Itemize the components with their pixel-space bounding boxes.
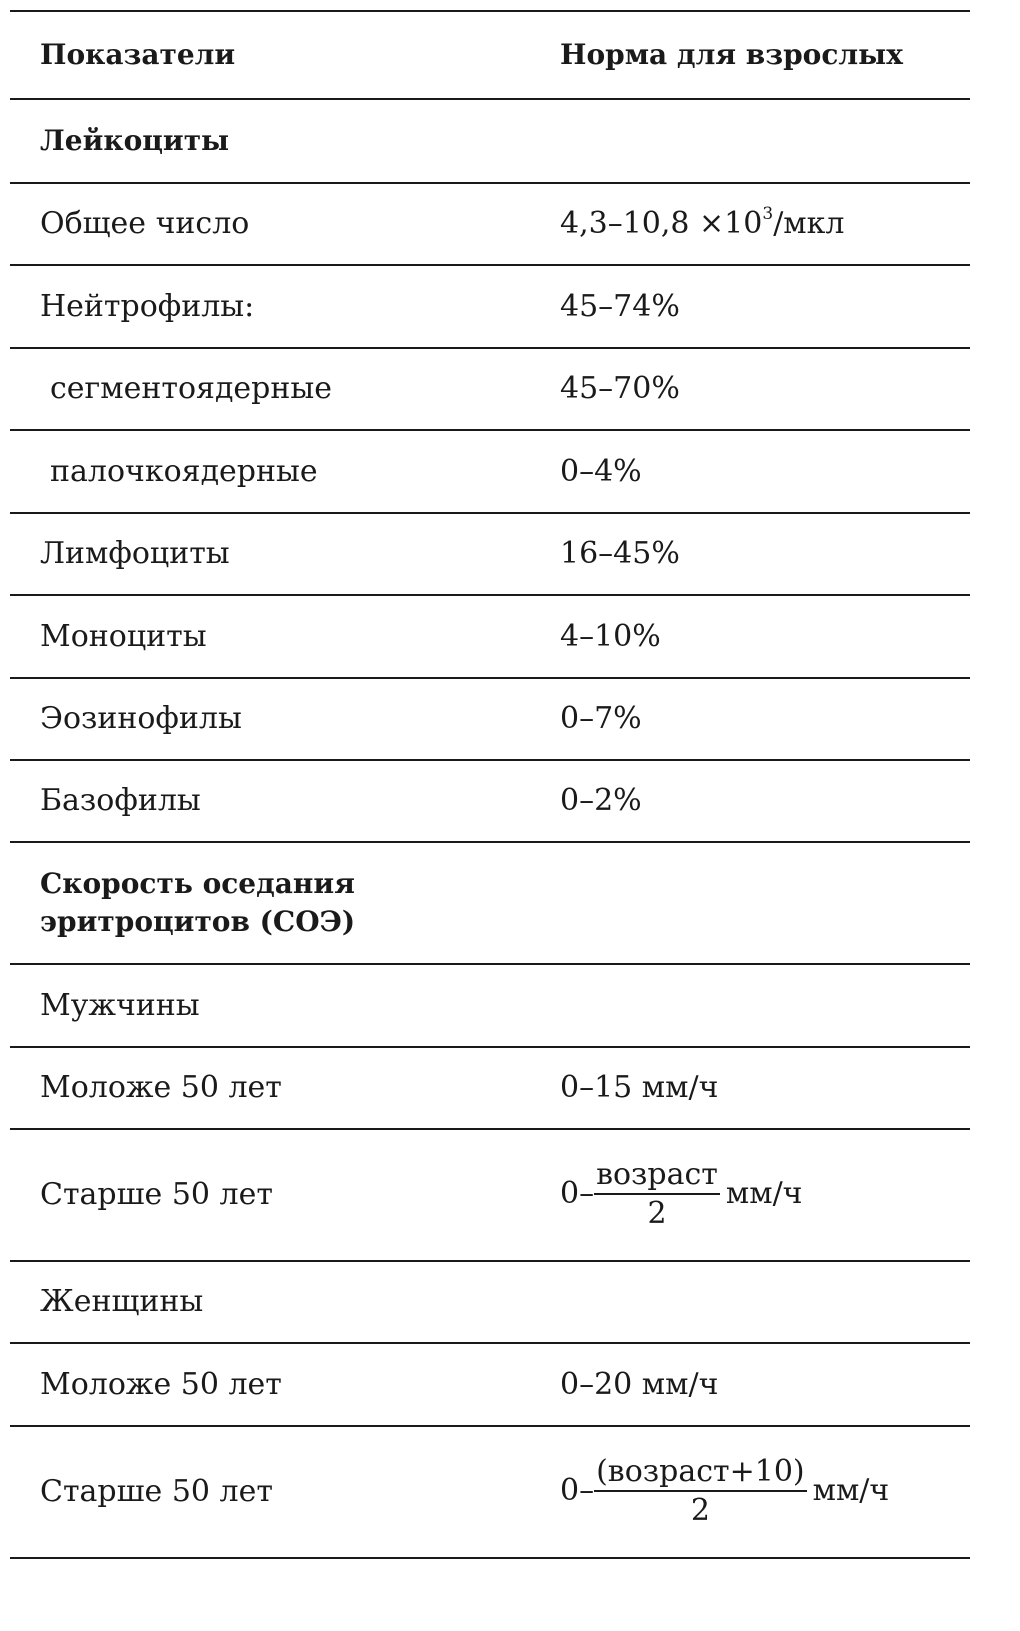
norm-cell xyxy=(530,760,970,842)
indicator-cell: Старше 50 лет xyxy=(10,1426,530,1558)
section-row xyxy=(10,842,970,964)
indicator-cell: Общее число xyxy=(10,183,530,265)
norm-cell xyxy=(530,842,970,964)
norm-cell xyxy=(530,99,970,183)
indicator-cell: Моложе 50 лет xyxy=(10,1343,530,1426)
indicator-cell: Мужчины xyxy=(10,964,530,1047)
fraction xyxy=(594,1157,720,1233)
indicator-cell: Базофилы xyxy=(10,760,530,842)
norm-value: 0–20 мм/ч xyxy=(560,1366,719,1402)
norm-cell xyxy=(530,1426,970,1558)
norm-value: 45–74% xyxy=(560,288,680,324)
exponent: 3 xyxy=(762,204,774,224)
table-row xyxy=(10,265,970,348)
norm-cell xyxy=(530,1261,970,1343)
blood-norms-table xyxy=(10,10,970,1559)
indicator-cell: Скорость оседания эритроцитов (СОЭ) xyxy=(10,842,530,964)
section-row xyxy=(10,99,970,183)
table-row xyxy=(10,1129,970,1261)
norm-cell xyxy=(530,595,970,678)
table-row xyxy=(10,1343,970,1426)
indicator-cell: палочкоядерные xyxy=(10,430,530,513)
fraction-numerator: (возраст+10) xyxy=(594,1454,807,1492)
norm-value: 16–45% xyxy=(560,536,680,571)
norm-value: 0–4% xyxy=(560,453,642,489)
indicator-cell: Женщины xyxy=(10,1261,530,1343)
norm-value: 0–2% xyxy=(560,783,642,818)
table-row xyxy=(10,513,970,595)
table-row xyxy=(10,1426,970,1558)
header-indicators: Показатели xyxy=(10,11,530,99)
fraction xyxy=(594,1454,807,1530)
norm-value: 0– xyxy=(560,1473,595,1508)
table-row xyxy=(10,595,970,678)
indicator-cell: Моноциты xyxy=(10,595,530,678)
norm-value: 0– xyxy=(560,1176,595,1211)
table-row xyxy=(10,183,970,265)
table-row xyxy=(10,348,970,430)
unit: /мкл xyxy=(773,206,845,241)
norm-cell xyxy=(530,265,970,348)
indicator-cell: Старше 50 лет xyxy=(10,1129,530,1261)
norm-value: 45–70% xyxy=(560,371,680,406)
indicator-cell: Нейтрофилы: xyxy=(10,265,530,348)
fraction-denominator: 2 xyxy=(690,1493,710,1528)
table-row xyxy=(10,964,970,1047)
table-row xyxy=(10,1047,970,1129)
norm-cell xyxy=(530,348,970,430)
table-row xyxy=(10,1261,970,1343)
norm-value: 0–15 мм/ч xyxy=(560,1070,719,1105)
header-adult-norm: Норма для взрослых xyxy=(530,11,970,99)
norm-value: 4–10% xyxy=(560,618,661,654)
table-row xyxy=(10,430,970,513)
norm-cell xyxy=(530,1343,970,1426)
unit: мм/ч xyxy=(725,1176,803,1211)
norm-cell xyxy=(530,1047,970,1129)
header-row xyxy=(10,11,970,99)
indicator-cell: Лейкоциты xyxy=(10,99,530,183)
norm-cell xyxy=(530,1129,970,1261)
indicator-cell: Эозинофилы xyxy=(10,678,530,760)
norm-cell xyxy=(530,430,970,513)
fraction-denominator: 2 xyxy=(647,1196,667,1231)
fraction-numerator: возраст xyxy=(594,1157,720,1195)
table-row xyxy=(10,760,970,842)
norm-cell xyxy=(530,183,970,265)
norm-cell xyxy=(530,678,970,760)
indicator-cell: сегментоядерные xyxy=(10,348,530,430)
norm-value: 4,3–10,8 ×10 xyxy=(560,206,763,241)
norm-value: 0–7% xyxy=(560,701,642,736)
unit: мм/ч xyxy=(812,1473,890,1508)
norm-cell xyxy=(530,513,970,595)
table-row xyxy=(10,678,970,760)
indicator-cell: Лимфоциты xyxy=(10,513,530,595)
indicator-cell: Моложе 50 лет xyxy=(10,1047,530,1129)
norm-cell xyxy=(530,964,970,1047)
